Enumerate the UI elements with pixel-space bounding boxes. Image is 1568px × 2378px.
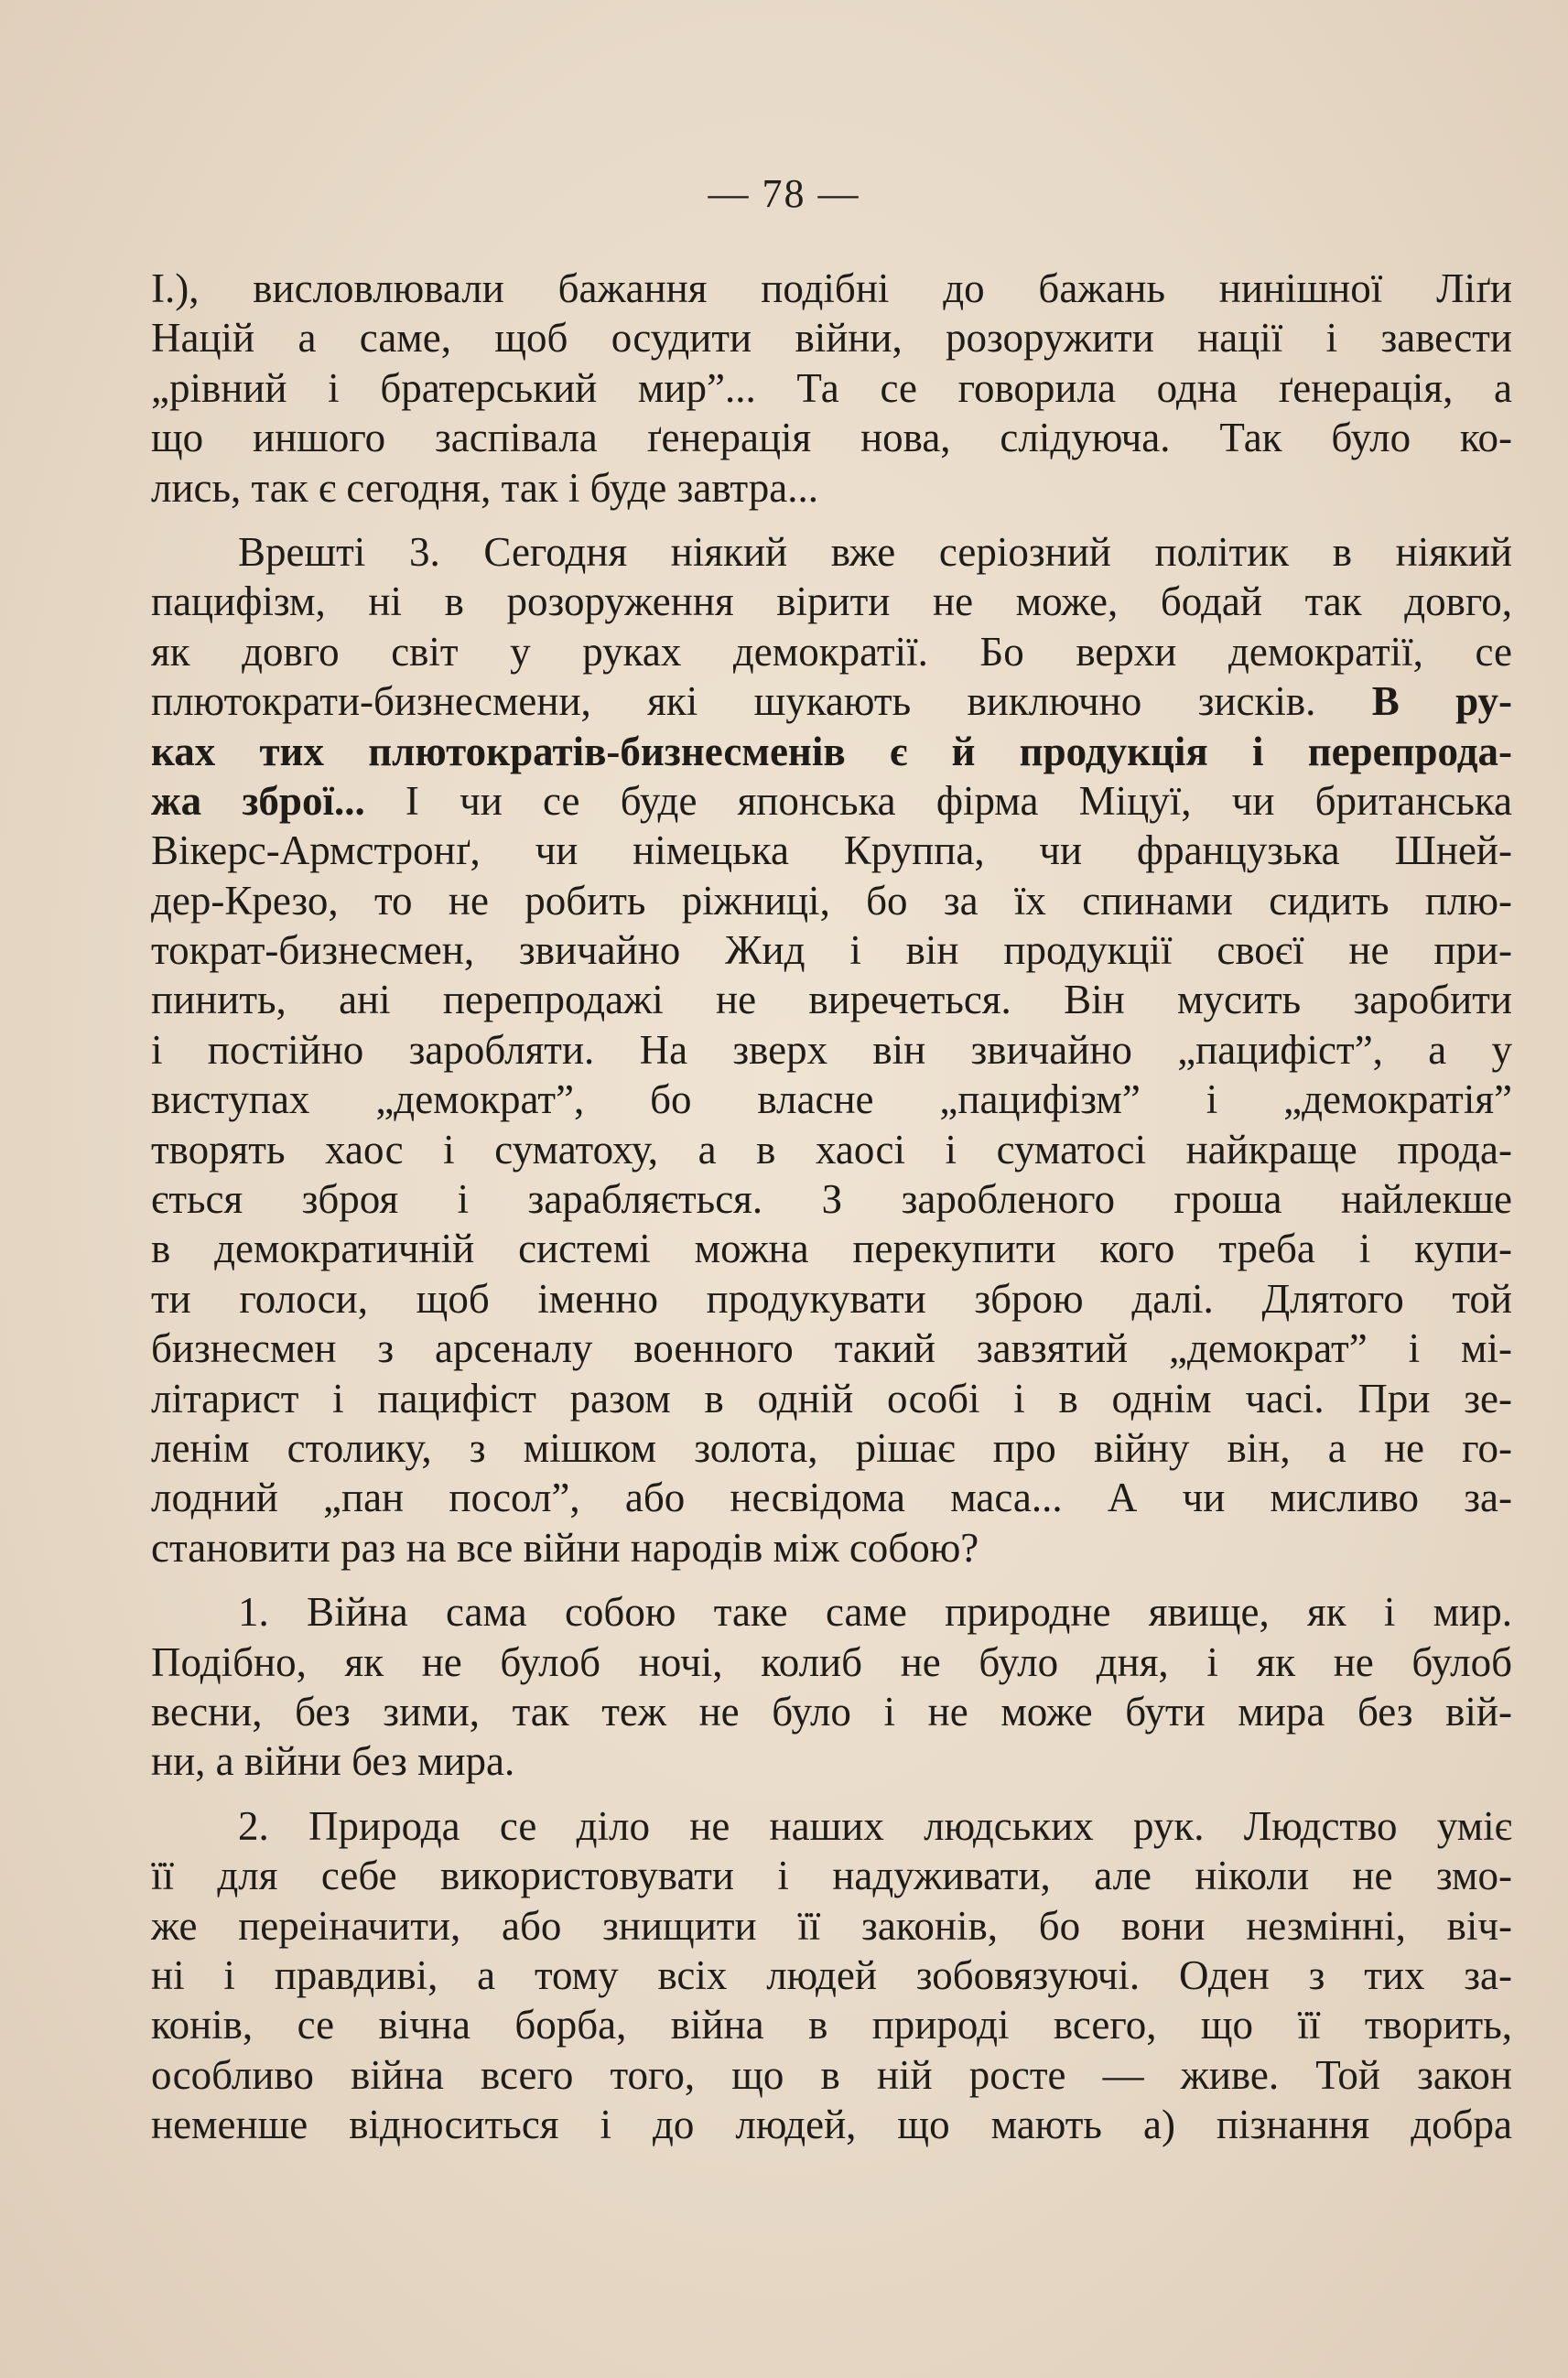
- text-line: 2. Природа се діло не наших людських рук. Людство уміє: [238, 1802, 1512, 1849]
- text-line: 1. Війна сама собою таке саме природне явище, як і мир.: [238, 1589, 1512, 1636]
- text-line: її для себе використовувати і надуживати, але ніколи не змо-: [151, 1853, 1512, 1899]
- text-line: „рівний і братерський мир”... Та се говорила одна ґенерація, а: [151, 364, 1512, 411]
- text-line: лись, так є сегодня, так і буде завтра...: [151, 464, 818, 511]
- text-line: лодний „пан посол”, або несвідома маса... А чи мисливо за-: [151, 1475, 1512, 1521]
- text-line: І.), висловлювали бажання подібні до бажань нинішної Ліґи: [151, 265, 1512, 311]
- paragraph-3: [151, 1587, 1512, 1787]
- paragraph-4: [151, 1801, 1512, 2150]
- text-line: становити раз на все війни народів між собою?: [151, 1524, 979, 1571]
- text-line: Врешті 3. Сегодня ніякий вже серіозний політик в ніякий: [238, 528, 1512, 575]
- text-line: ні і правдиві, а тому всіх людей зобовязуючі. Оден з тих за-: [151, 1951, 1512, 1998]
- text-line: в демократичній системі можна перекупити кого треба і купи-: [151, 1226, 1512, 1272]
- text-line: творять хаос і суматоху, а в хаосі і суматосі найкраще прода-: [151, 1126, 1512, 1173]
- bold-text-segment: В ру-: [1371, 678, 1512, 725]
- text-line: що иншого заспівала ґенерація нова, слідуюча. Так було ко-: [151, 415, 1512, 461]
- text-line-mixed: [151, 776, 1512, 826]
- text-line: неменше відноситься і до людей, що мають а) пізнання добра: [151, 2102, 1512, 2148]
- text-line: тократ-бизнесмен, звичайно Жид і він продукції своєї не при-: [151, 927, 1512, 974]
- text-line: ти голоси, щоб іменно продукувати зброю далі. Длятого той: [151, 1275, 1512, 1322]
- text-line: пинить, ані перепродажі не виречеться. Він мусить заробити: [151, 977, 1512, 1023]
- text-line: як довго світ у руках демократії. Бо верхи демократії, се: [151, 628, 1512, 675]
- paragraph-2: [151, 527, 1512, 1573]
- text-line: конів, се вічна борба, війна в природі всего, що її творить,: [151, 2002, 1512, 2048]
- bold-text-line: ках тих плютократів-бизнесменів є й продукція і перепрода-: [151, 728, 1512, 774]
- paragraph-1: [151, 264, 1512, 513]
- text-line: особливо війна всего того, що в ній росте — живе. Той закон: [151, 2051, 1512, 2098]
- text-segment: плютократи-бизнесмени, які шукають виключно зисків.: [151, 678, 1316, 725]
- text-line: Вікерс-Армстронґ, чи німецька Круппа, чи французька Шней-: [151, 827, 1512, 874]
- bold-text-segment: жа зброї...: [151, 777, 365, 824]
- page-number: — 78 —: [708, 171, 860, 216]
- text-line: ни, а війни без мира.: [151, 1738, 515, 1785]
- text-segment: І чи се буде японська фірма Міцуї, чи британська: [405, 777, 1512, 824]
- text-line: Подібно, як не булоб ночі, колиб не було дня, і як не булоб: [151, 1638, 1512, 1685]
- body-text: [151, 264, 1512, 2149]
- text-line: же переіначити, або знищити її законів, бо вони незмінні, віч-: [151, 1902, 1512, 1949]
- text-line: і постійно заробляти. На зверх він звичайно „пацифіст”, а у: [151, 1026, 1512, 1073]
- text-line: ленім столику, з мішком золота, рішає про війну він, а не го-: [151, 1424, 1512, 1471]
- text-line: пацифізм, ні в розоруження вірити не може, бодай так довго,: [151, 578, 1512, 625]
- text-line: Націй а саме, щоб осудити війни, розоружити нації і завести: [151, 315, 1512, 362]
- text-line: ється зброя і зарабляється. З заробленого гроша найлекше: [151, 1176, 1512, 1223]
- text-line: літарист і пацифіст разом в одній особі і в однім часі. При зе-: [151, 1375, 1512, 1421]
- text-line: весни, без зими, так теж не було і не може бути мира без вій-: [151, 1688, 1512, 1735]
- text-line: виступах „демократ”, бо власне „пацифізм” і „демократія”: [151, 1076, 1512, 1123]
- text-line: дер-Крезо, то не робить ріжниці, бо за їх спинами сидить плю-: [151, 877, 1512, 924]
- text-line: бизнесмен з арсеналу военного такий завзятий „демократ” і мі-: [151, 1325, 1512, 1372]
- text-line-mixed: [151, 676, 1512, 726]
